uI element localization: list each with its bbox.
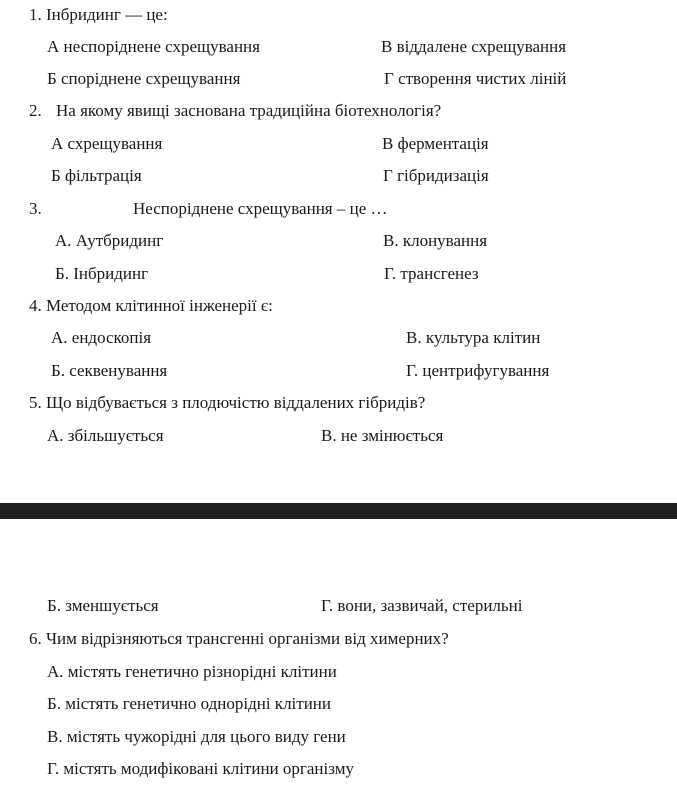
question-text: 6. Чим відрізняються трансгенні організми від химерних? <box>29 629 449 648</box>
question-text: На якому явищі заснована традиційна біотехнологія? <box>56 101 442 120</box>
question-text: 5. Що відбувається з плодючістю віддалених гібридів? <box>29 393 426 412</box>
option-a: А. містять генетично різнорідні клітини <box>47 662 337 681</box>
option-v: В. містять чужорідні для цього виду гени <box>47 727 346 746</box>
option-v: В. культура клітин <box>406 328 541 347</box>
option-b: Б. зменшується <box>47 596 159 615</box>
option-a: А. Аутбридинг <box>55 231 164 250</box>
page-divider <box>0 503 677 519</box>
option-b: Б. секвенування <box>51 361 168 380</box>
question-text: Неспоріднене схрещування – це … <box>133 199 388 218</box>
option-a: А схрещування <box>51 134 163 153</box>
option-g: Г створення чистих ліній <box>384 69 567 88</box>
option-g: Г. центрифугування <box>406 361 550 380</box>
option-b: Б фільтрація <box>51 166 142 185</box>
option-g: Г. вони, зазвичай, стерильні <box>321 596 523 615</box>
option-a: А. ендоскопія <box>51 328 152 347</box>
option-b: Б. Інбридинг <box>55 264 149 283</box>
question-text: 1. Інбридинг — це: <box>29 5 168 24</box>
option-v: В віддалене схрещування <box>381 37 567 56</box>
option-a: А. збільшується <box>47 426 164 445</box>
option-g: Г. містять модифіковані клітини організму <box>47 759 354 778</box>
option-g: Г гібридизація <box>383 166 489 185</box>
question-number: 3. <box>29 199 42 218</box>
question-text: 4. Методом клітинної інженерії є: <box>29 296 273 315</box>
option-b: Б споріднене схрещування <box>47 69 241 88</box>
option-g: Г. трансгенез <box>384 264 479 283</box>
option-b: Б. містять генетично однорідні клітини <box>47 694 331 713</box>
question-number: 2. <box>29 101 42 120</box>
option-v: В ферментація <box>382 134 489 153</box>
option-v: В. не змінюється <box>321 426 444 445</box>
option-v: В. клонування <box>383 231 488 250</box>
option-a: А неспоріднене схрещування <box>47 37 260 56</box>
